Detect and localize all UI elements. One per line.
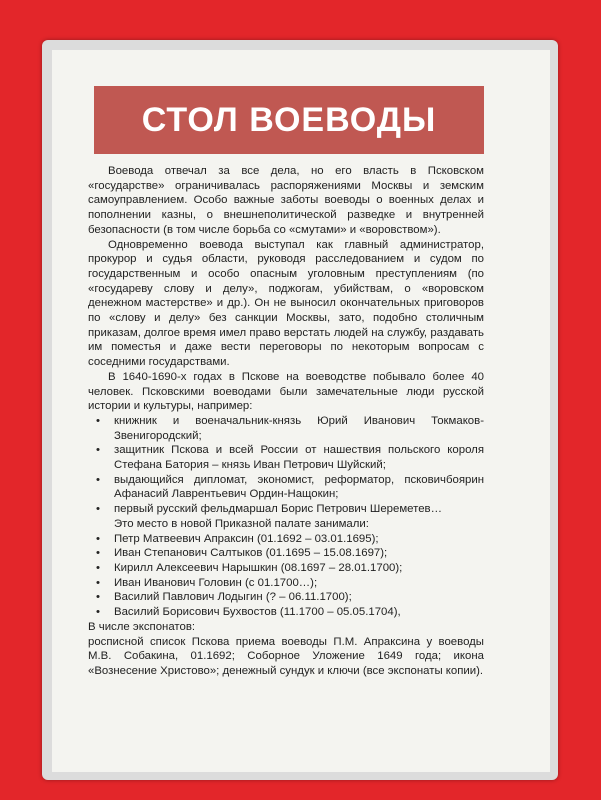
body-text (88, 164, 484, 679)
office-holders-list (88, 532, 484, 620)
list-item: • первый русский фельдмаршал Борис Петрович Шереметев… (88, 502, 484, 517)
list-item: • книжник и военачальник-князь Юрий Иванович Токмаков-Звенигородский; (88, 414, 484, 443)
title-banner (94, 86, 484, 154)
list-item: • Василий Павлович Лодыгин (? – 06.11.1700); (88, 590, 484, 605)
list-item: • Петр Матвеевич Апраксин (01.1692 – 03.01.1695); (88, 532, 484, 547)
paragraph-administration: Одновременно воевода выступал как главный администратор, прокурор и судья области, руководя расследованием и судом по государственным и особо опасным уголовным преступлениям (по «государеву слову и делу», поджогам, убийствам, о «воровском денежном мастерстве» и др.). Он не выносил окончательных приговоров по «слову и делу» без санкции Москвы, зато, подобно столичным приказам, долгое время имел право верстать людей на службу, раздавать им поместья и даже вести переговоры по некоторым вопросам с соседними государствами. (88, 238, 484, 369)
list-item: • выдающийся дипломат, экономист, реформатор, псковичбоярин Афанасий Лаврентьевич Ордин-Нащокин; (88, 473, 484, 502)
exhibits-text: росписной список Пскова приема воеводы П.М. Апраксина у воеводы М.В. Собакина, 01.1692; Соборное Уложение 1649 года; икона «Вознесение Христово»; денежный сундук и ключи (все экспонаты копии). (88, 635, 484, 677)
list-item: • Кирилл Алексеевич Нарышкин (08.1697 – 28.01.1700); (88, 561, 484, 576)
office-intro: Это место в новой Приказной палате занимали: (114, 517, 369, 530)
notables-list (88, 414, 484, 517)
page-title: СТОЛ ВОЕВОДЫ (141, 100, 437, 139)
paragraph-duties: Воевода отвечал за все дела, но его власть в Псковском «государстве» ограничивалась распоряжениями Москвы и земским самоуправлением. Особо важные заботы воеводы о военных делах и пополнении казны, о внешнеполитической разведке и внутренней безопасности (в том числе борьба со «смутами» и «воровством»). (88, 165, 484, 236)
list-item: • Василий Борисович Бухвостов (11.1700 – 05.05.1704), (88, 605, 484, 620)
paragraph-voivodes: В 1640-1690-х годах в Пскове на воеводстве побывало более 40 человек. Псковскими воеводами были замечательные люди русской истории и культуры, например: (88, 370, 484, 413)
list-item: • Иван Степанович Салтыков (01.1695 – 15.08.1697); (88, 546, 484, 561)
exhibits-heading: В числе экспонатов: (88, 620, 196, 633)
list-item: • Иван Иванович Головин (с 01.1700…); (88, 576, 484, 591)
list-item: • защитник Пскова и всей России от нашествия польского короля Стефана Батория – князь Иван Петрович Шуйский; (88, 443, 484, 472)
